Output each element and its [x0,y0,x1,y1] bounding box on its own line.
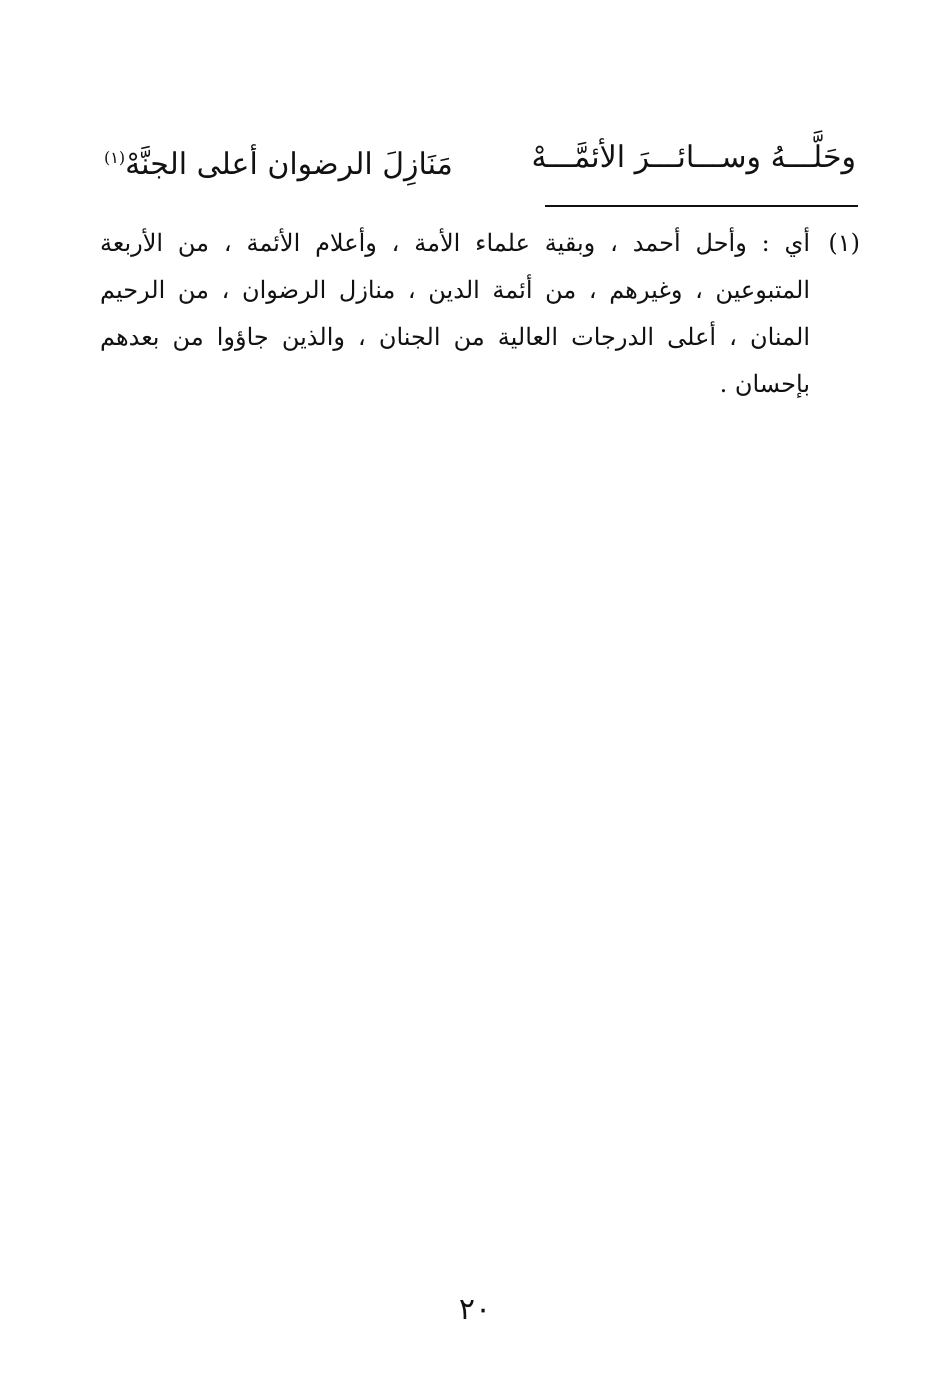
footnote [100,220,860,408]
footnote-separator-line [545,205,858,207]
page-number: ٢٠ [458,1292,492,1327]
footnote-text: أي : وأحل أحمد ، وبقية علماء الأمة ، وأعلام الأئمة ، من الأربعة المتبوعين ، وغيرهم ، من أئمة الدين ، منازل الرضوان ، من الرحيم المنان ، أعلى الدرجات العالية من الجنان ، والذين جاؤوا من بعدهم بإحسان . [100,229,810,398]
poem-verse [100,128,860,188]
footnote-reference-marker: (١) [104,148,126,167]
verse-first-hemistich: وحَلَّـــهُ وســـائـــرَ الأئمَّـــهْ [531,140,856,175]
verse-second-hemistich [104,128,453,195]
footnote-number: (١) [828,229,860,257]
verse-second-hemistich-text: مَنَازِلَ الرضوان أعلى الجنَّهْ [125,147,453,182]
